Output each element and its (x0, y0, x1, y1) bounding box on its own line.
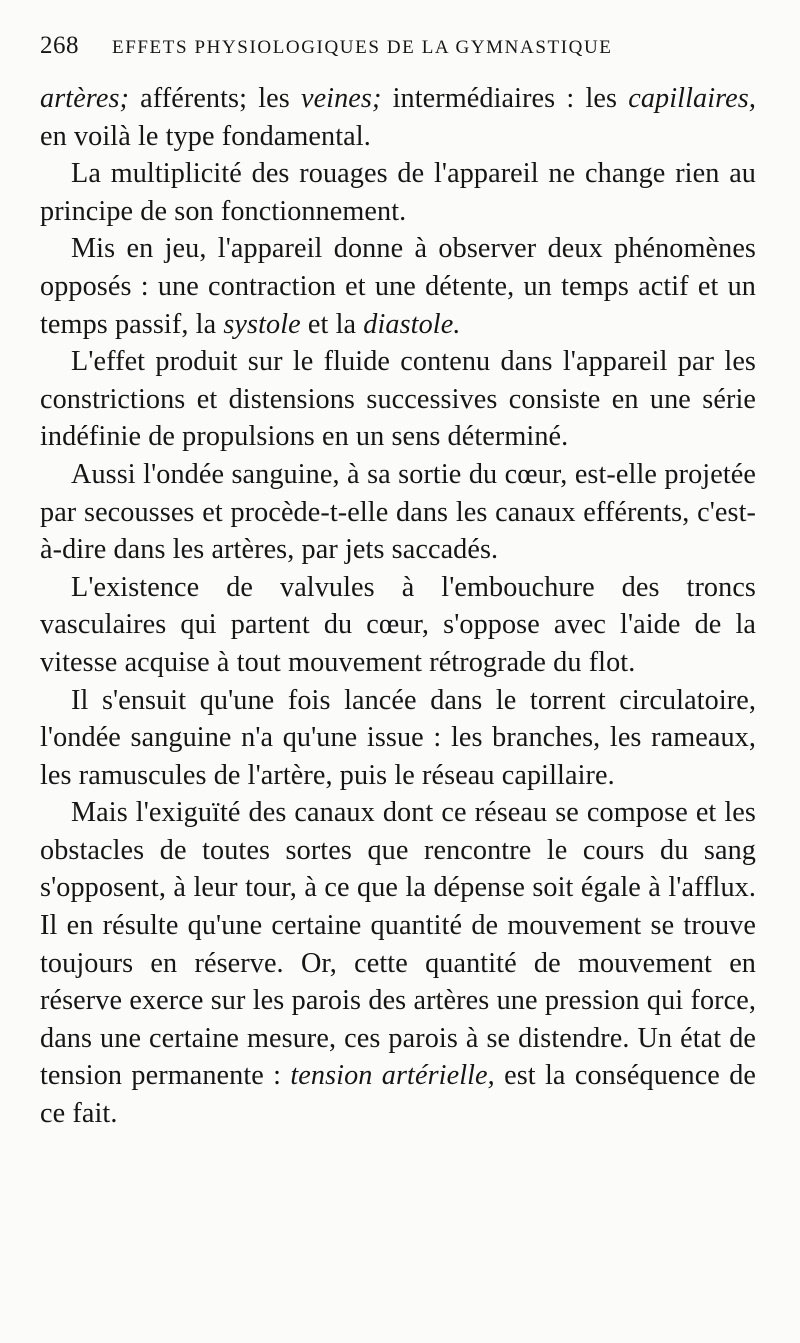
text-run: intermédiaires : les (381, 83, 629, 114)
paragraph (40, 569, 756, 682)
paragraph (40, 230, 756, 343)
text-italic: systole (223, 308, 301, 340)
text-run: Mais l'exiguïté des canaux dont ce réseau se compose et les obstacles de toutes sortes que rencontre le cours du sang s'opposent, à leur tour, à ce que la dépense soit égale à l'afflux. Il en résulte qu'une certaine quantité de mouvement se trouve toujours en réserve. Or, cette quantité de mouvement en réserve exerce sur les parois des artères une pression qui force, dans une certaine mesure, ces parois à se distendre. Un état de tension permanente : (40, 797, 756, 1092)
page-number: 268 (40, 32, 79, 59)
text-italic: veines; (300, 83, 382, 114)
text-italic: artères; (40, 83, 129, 114)
text-italic: capillaires, (628, 83, 756, 114)
paragraph (40, 456, 756, 569)
paragraph (40, 343, 756, 456)
text-run: L'effet produit sur le fluide contenu dans l'appareil par les constrictions et distensions successives consiste en une série indéfinie de propulsions en un sens déterminé. (40, 346, 756, 453)
text-run: Aussi l'ondée sanguine, à sa sortie du cœur, est-elle projetée par secousses et procède-t-elle dans les canaux efférents, c'est-à-dire dans les artères, par jets saccadés. (40, 458, 756, 566)
text-run: La multiplicité des rouages de l'appareil ne change rien au principe de son fonctionnement. (40, 158, 756, 227)
running-head (40, 32, 756, 78)
paragraph (40, 155, 756, 230)
text-run: L'existence de valvules à l'embouchure des troncs vasculaires qui partent du cœur, s'oppose avec l'aide de la vitesse acquise à tout mouvement rétrograde du flot. (40, 571, 756, 678)
text-italic: diastole. (363, 308, 461, 340)
text-run: Il s'ensuit qu'une fois lancée dans le torrent circulatoire, l'ondée sanguine n'a qu'une issue : les branches, les rameaux, les ramuscules de l'artère, puis le réseau capillaire. (40, 684, 756, 791)
text-run: est la conséquence de ce fait. (40, 1060, 757, 1130)
text-run: afférents; les (129, 83, 301, 114)
body-text (40, 80, 756, 1133)
text-run: en voilà le type fondamental. (40, 120, 371, 152)
paragraph (40, 80, 756, 155)
paragraph (40, 682, 756, 795)
paragraph (40, 794, 756, 1132)
running-title: EFFETS PHYSIOLOGIQUES DE LA GYMNASTIQUE (112, 37, 613, 58)
text-run: Mis en jeu, l'appareil donne à observer deux phénomènes opposés : une contraction et une détente, un temps actif et un temps passif, la (40, 233, 756, 340)
text-italic: tension artérielle, (290, 1060, 495, 1092)
text-run: et la (300, 308, 364, 340)
